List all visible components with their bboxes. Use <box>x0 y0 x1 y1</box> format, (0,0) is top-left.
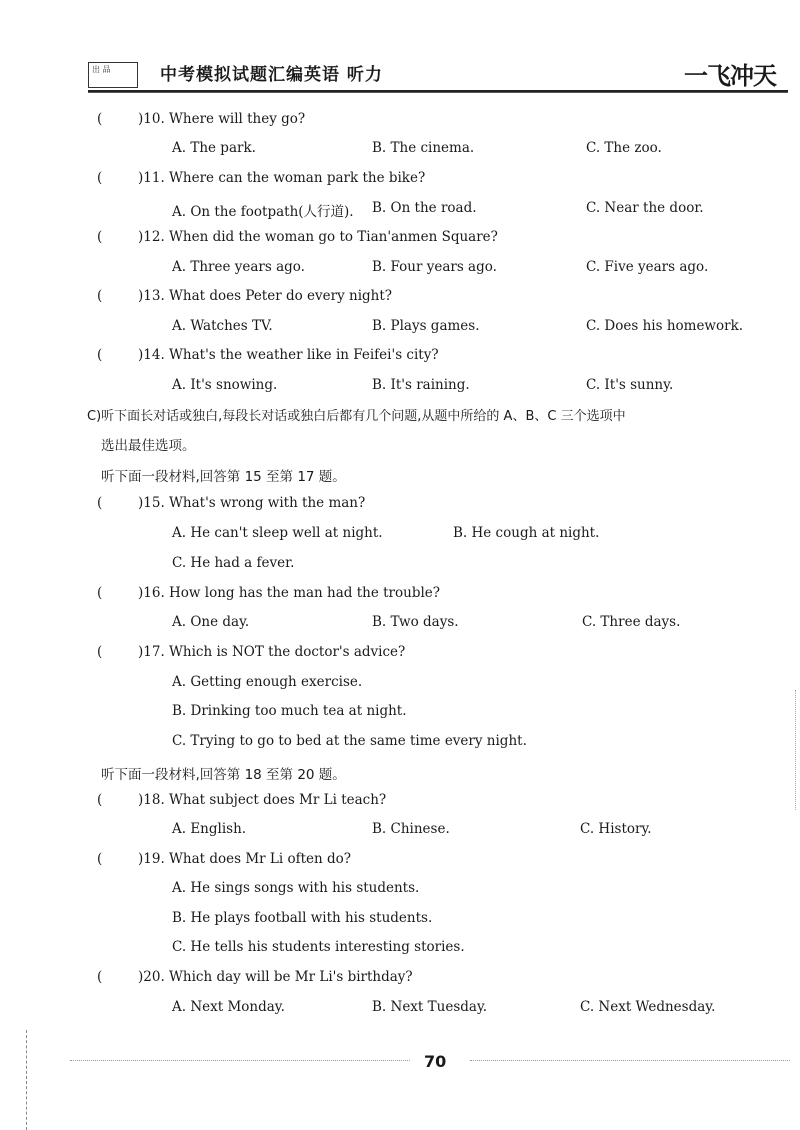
option-a: A. It's snowing. <box>172 377 278 393</box>
answer-bracket: ( <box>97 495 103 511</box>
option-a: A. He sings songs with his students. <box>172 880 420 896</box>
option-a: A. Next Monday. <box>172 999 285 1015</box>
question-text: )12. When did the woman go to Tian'anmen Square? <box>138 229 498 245</box>
option-c: C. He tells his students interesting stories. <box>172 939 465 955</box>
answer-bracket: ( <box>97 792 103 808</box>
option-c: C. He had a fever. <box>172 555 295 571</box>
option-b: B. It's raining. <box>372 377 470 393</box>
scan-edge <box>795 690 796 810</box>
sub-instruction: 听下面一段材料,回答第 18 至第 20 题。 <box>101 767 346 783</box>
option-b: B. Plays games. <box>372 318 480 334</box>
footer-rule-left <box>70 1060 410 1061</box>
answer-bracket: ( <box>97 851 103 867</box>
answer-bracket: ( <box>97 969 103 985</box>
page-header <box>88 56 788 90</box>
option-a: A. One day. <box>172 614 250 630</box>
publisher-logo <box>88 62 138 88</box>
header-title: 中考模拟试题汇编英语 听力 <box>160 65 383 85</box>
option-c: C. Trying to go to bed at the same time every night. <box>172 733 527 749</box>
option-b: B. He plays football with his students. <box>172 910 433 926</box>
option-a: A. Getting enough exercise. <box>172 674 363 690</box>
option-b: B. On the road. <box>372 200 477 216</box>
option-c: C. Near the door. <box>586 200 704 216</box>
question-text: )19. What does Mr Li often do? <box>138 851 352 867</box>
answer-bracket: ( <box>97 229 103 245</box>
question-text: )15. What's wrong with the man? <box>138 495 366 511</box>
question-text: )18. What subject does Mr Li teach? <box>138 792 387 808</box>
option-c: C. It's sunny. <box>586 377 674 393</box>
question-text: )11. Where can the woman park the bike? <box>138 170 426 186</box>
question-text: )10. Where will they go? <box>138 111 306 127</box>
option-c: C. The zoo. <box>586 140 662 156</box>
question-text: )16. How long has the man had the trouble? <box>138 585 441 601</box>
option-c: C. Five years ago. <box>586 259 709 275</box>
option-a: A. The park. <box>172 140 256 156</box>
section-instruction-cont: 选出最佳选项。 <box>101 438 196 454</box>
header-rule <box>88 90 788 93</box>
option-b: B. The cinema. <box>372 140 475 156</box>
question-text: )20. Which day will be Mr Li's birthday? <box>138 969 413 985</box>
option-c: C. Three days. <box>582 614 681 630</box>
question-text: )13. What does Peter do every night? <box>138 288 393 304</box>
answer-bracket: ( <box>97 644 103 660</box>
answer-bracket: ( <box>97 288 103 304</box>
page-number: 70 <box>424 1052 447 1071</box>
answer-bracket: ( <box>97 170 103 186</box>
page-footer <box>30 1044 790 1074</box>
answer-bracket: ( <box>97 585 103 601</box>
option-b: B. Drinking too much tea at night. <box>172 703 407 719</box>
answer-bracket: ( <box>97 111 103 127</box>
option-a: A. On the footpath(人行道). <box>172 204 354 220</box>
option-c: C. History. <box>580 821 652 837</box>
option-a: A. Watches TV. <box>172 318 273 334</box>
section-instruction: C)听下面长对话或独白,每段长对话或独白后都有几个问题,从题中所给的 A、B、C 三个选项中 <box>87 409 626 424</box>
sub-instruction: 听下面一段材料,回答第 15 至第 17 题。 <box>101 469 346 485</box>
option-b: B. Two days. <box>372 614 459 630</box>
question-text: )14. What's the weather like in Feifei's city? <box>138 347 439 363</box>
option-b: B. Four years ago. <box>372 259 497 275</box>
footer-rule-right <box>470 1060 790 1061</box>
brand-name: 一飞冲天 <box>684 62 776 90</box>
question-text: )17. Which is NOT the doctor's advice? <box>138 644 406 660</box>
option-b: B. Chinese. <box>372 821 450 837</box>
option-a: A. Three years ago. <box>172 259 305 275</box>
answer-bracket: ( <box>97 347 103 363</box>
option-c: C. Does his homework. <box>586 318 744 334</box>
logo-text: 出 品 <box>92 65 111 74</box>
option-b: B. Next Tuesday. <box>372 999 488 1015</box>
option-c: C. Next Wednesday. <box>580 999 716 1015</box>
option-a: A. English. <box>172 821 247 837</box>
option-a: A. He can't sleep well at night. <box>172 525 383 541</box>
option-b: B. He cough at night. <box>453 525 600 541</box>
binding-edge <box>26 1030 27 1130</box>
